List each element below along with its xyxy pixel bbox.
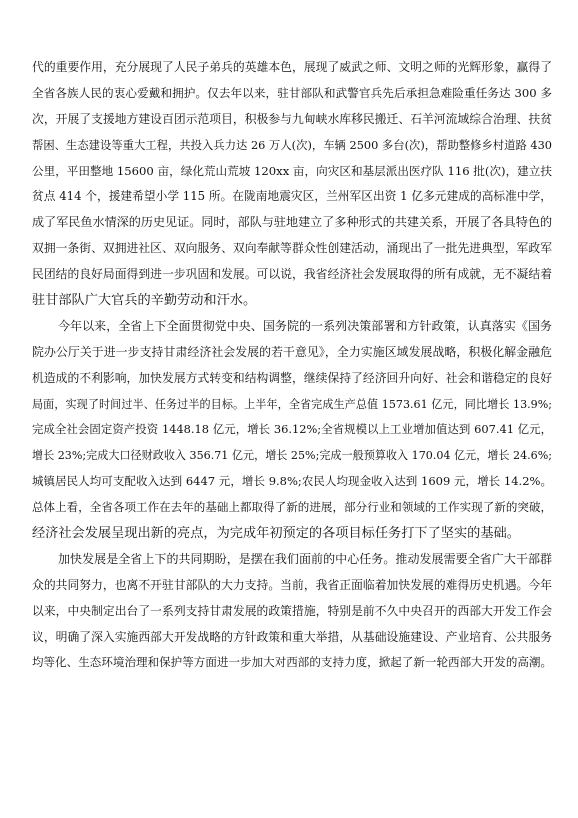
text-line: 帮困、生态建设等重大工程，共投入兵力达 26 万人(次)，车辆 2500 多台(次)，帮助整修乡村道路 430	[32, 138, 552, 152]
text-line: 双拥一条街、双拥进社区、双向服务、双向奉献等群众性创建活动，涌现出了一批先进典型，军政军	[32, 241, 552, 256]
text-line: 均等化、生态环境治理和保护等方面进一步加大对西部的支持力度，掀起了新一轮西部大开发的高潮。	[32, 655, 552, 670]
text-line: 增长 23%;完成大口径财政收入 356.71 亿元，增长 25%;完成一般预算收入 170.04 亿元，增长 24.6%;	[32, 449, 552, 463]
text-line: 次，开展了支援地方建设百团示范项目，积极参与九甸峡水库移民搬迁、石羊河流域综合治理、扶贫	[32, 111, 552, 126]
document-page	[32, 55, 552, 676]
text-line: 总体上看，全省各项工作在去年的基础上都取得了新的进展，部分行业和领域的工作实现了新的突破，	[32, 500, 552, 515]
text-line: 今年以来，全省上下全面贯彻党中央、国务院的一系列决策部署和方针政策，认真落实《国务	[58, 318, 552, 333]
text-line: 众的共同努力，也离不开驻甘部队的大力支持。当前，我省正面临着加快发展的难得历史机遇。今年	[32, 577, 552, 592]
text-line: 驻甘部队广大官兵的辛勤劳动和汗水。	[32, 293, 257, 309]
text-line: 院办公厅关于进一步支持甘肃经济社会发展的若干意见》，全力实施区域发展战略，积极化解金融危	[32, 344, 552, 359]
text-line: 民团结的良好局面得到进一步巩固和发展。可以说，我省经济社会发展取得的所有成就，无不凝结着	[32, 267, 552, 282]
text-line: 代的重要作用，充分展现了人民子弟兵的英雄本色，展现了威武之师、文明之师的光辉形象，赢得了	[32, 60, 552, 74]
text-line: 城镇居民人均可支配收入达到 6447 元，增长 9.8%;农民人均现金收入达到 1609 元，增长 14.2%。	[32, 474, 552, 489]
text-line: 完成全社会固定资产投资 1448.18 亿元，增长 36.12%;全省规模以上工业增加值达到 607.41 亿元，	[32, 422, 552, 437]
text-line: 贫点 414 个，援建希望小学 115 所。在陇南地震灾区，兰州军区出资 1 亿多元建成的高标准中学，	[32, 189, 552, 204]
text-line: 以来，中央制定出台了一系列支持甘肃发展的政策措施，特别是前不久中央召开的西部大开发工作会	[32, 603, 552, 618]
text-line: 议，明确了深入实施西部大开发战略的方针政策和重大举措，从基础设施建设、产业培育、公共服务	[32, 629, 552, 644]
text-line: 加快发展是全省上下的共同期盼，是摆在我们面前的中心任务。推动发展需要全省广大干部群	[58, 551, 552, 566]
text-line: 经济社会发展呈现出新的亮点，为完成年初预定的各项目标任务打下了坚实的基础。	[32, 526, 520, 542]
paragraph-2	[32, 314, 552, 547]
text-line: 局面，实现了时间过半、任务过半的目标。上半年，全省完成生产总值 1573.61 亿元，同比增长 13.9%;	[32, 397, 552, 411]
text-line: 全省各族人民的衷心爱戴和拥护。仅去年以来，驻甘部队和武警官兵先后承担急难险重任务达 300 多	[32, 85, 552, 100]
paragraph-3	[32, 547, 552, 676]
text-line: 机造成的不利影响，加快发展方式转变和结构调整，继续保持了经济回升向好、社会和谐稳定的良好	[32, 370, 552, 385]
text-line: 成了军民鱼水情深的历史见证。同时，部队与驻地建立了多种形式的共建关系，开展了各具特色的	[32, 215, 553, 230]
text-line: 公里，平田整地 15600 亩，绿化荒山荒坡 120xx 亩，向灾区和基层派出医疗队 116 批(次)，建立扶	[32, 163, 552, 178]
paragraph-1	[32, 55, 552, 314]
